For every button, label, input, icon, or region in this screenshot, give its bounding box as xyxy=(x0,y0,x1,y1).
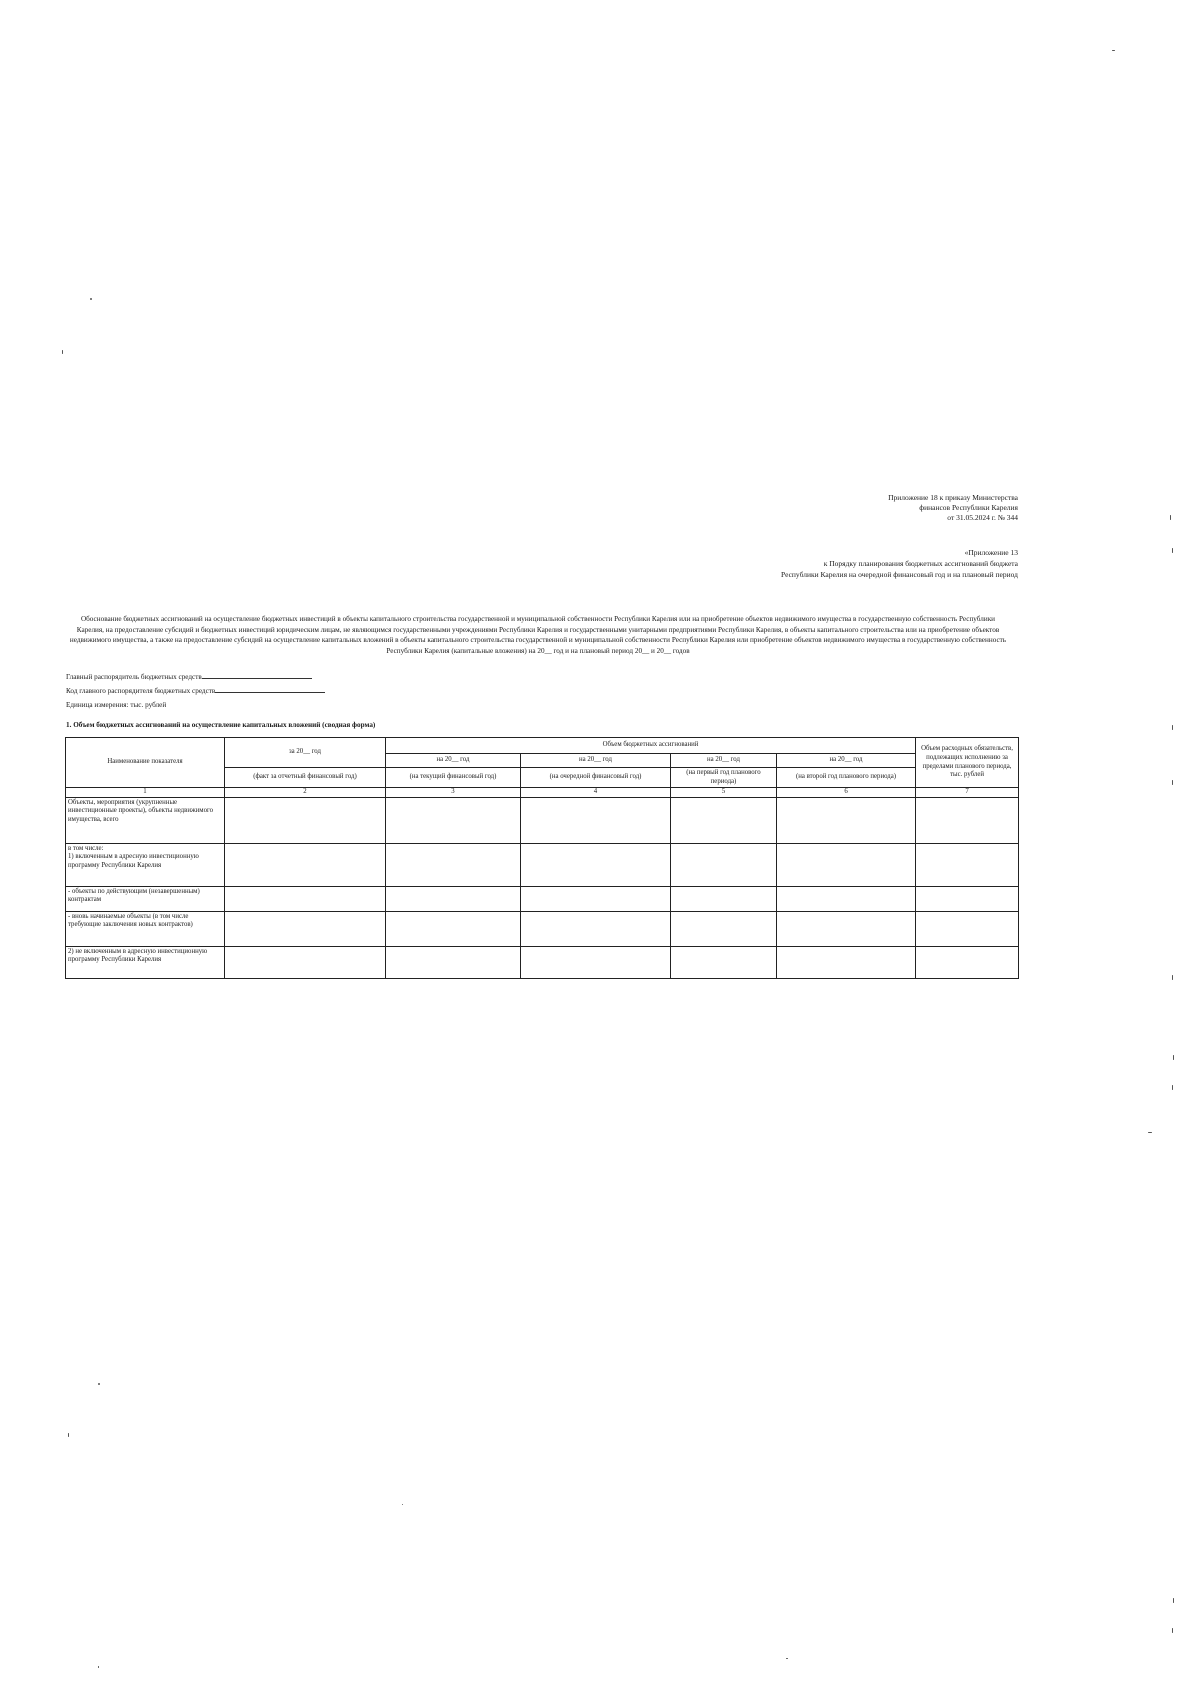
table-row xyxy=(66,797,1019,843)
table-cell xyxy=(386,911,521,946)
appendix-line: Приложение 18 к приказу Министерства xyxy=(888,493,1018,502)
scan-speck xyxy=(1173,1598,1174,1603)
column-number: 6 xyxy=(777,788,916,798)
order-line: Республики Карелия на очередной финансовый год и на плановый период xyxy=(781,570,1018,579)
table-cell xyxy=(386,886,521,911)
scan-speck xyxy=(1172,1085,1173,1090)
scan-speck xyxy=(90,298,92,300)
header-subnote: (на очередной финансовый год) xyxy=(521,768,671,788)
header-allocations: Объем бюджетных ассигнований xyxy=(386,738,916,754)
scan-speck xyxy=(1148,1132,1152,1133)
table-cell xyxy=(521,946,671,978)
table-cell xyxy=(916,797,1019,843)
unit-field xyxy=(66,698,325,712)
header-subyear: на 20__ год xyxy=(386,754,521,768)
table-cell xyxy=(916,886,1019,911)
table-row xyxy=(66,843,1019,886)
table-cell xyxy=(386,797,521,843)
scan-speck xyxy=(786,1658,788,1659)
row-label: Объекты, мероприятия (укрупненные инвестиционные проекты), объекты недвижимого имущества, всего xyxy=(66,797,225,843)
table-cell xyxy=(671,911,777,946)
header-year-note: (факт за отчетный финансовый год) xyxy=(225,768,386,788)
scan-speck xyxy=(98,1383,100,1385)
table-cell xyxy=(521,797,671,843)
document-title: Обоснование бюджетных ассигнований на осуществление бюджетных инвестиций в объекты капитального строительства государственной и муниципальной собственности Республики Карелия или на приобретение объектов недвижимого имущества в государственную собственность Республики Карелия, на предоставление субсидий и бюджетных инвестиций юридическим лицам, не являющимся государственными учреждениями Республики Карелия и государственными унитарными предприятиями Республики Карелия, в объекты капитального строительства или на приобретение объектов недвижимого имущества, а также на предоставление субсидий на осуществление капитальных вложений в объекты капитального строительства государственной и муниципальной собственности Республики Карелия или приобретение объектов недвижимого имущества в государственную собственность Республики Карелия (капитальные вложения) на 20__ год и на плановый период 20__ и 20__ годов xyxy=(69,615,1007,655)
appendix-line: финансов Республики Карелия xyxy=(919,503,1018,512)
unit-label: Единица измерения: тыс. рублей xyxy=(66,701,167,709)
table-cell xyxy=(916,843,1019,886)
header-subyear: на 20__ год xyxy=(777,754,916,768)
table-cell xyxy=(777,843,916,886)
column-number: 4 xyxy=(521,788,671,798)
column-number: 2 xyxy=(225,788,386,798)
header-subyear: на 20__ год xyxy=(671,754,777,768)
scan-speck xyxy=(62,350,63,354)
order-line: «Приложение 13 xyxy=(964,548,1018,557)
scan-speck xyxy=(1172,548,1173,553)
scan-speck xyxy=(1173,1055,1174,1060)
appendix-reference xyxy=(798,493,1018,523)
table-cell xyxy=(916,946,1019,978)
table-cell xyxy=(777,911,916,946)
header-year: за 20__ год xyxy=(225,738,386,768)
table-cell xyxy=(521,911,671,946)
section-title: 1. Объем бюджетных ассигнований на осуществление капитальных вложений (сводная форма) xyxy=(66,721,376,729)
code-label: Код главного распорядителя бюджетных средств xyxy=(66,687,216,695)
form-fields xyxy=(66,670,325,712)
manager-label: Главный распорядитель бюджетных средств xyxy=(66,673,202,681)
row-label: 2) не включенным в адресную инвестиционную программу Республики Карелия xyxy=(66,946,225,978)
table-cell xyxy=(777,886,916,911)
table-cell xyxy=(777,797,916,843)
header-subyear: на 20__ год xyxy=(521,754,671,768)
manager-field xyxy=(66,670,325,684)
scan-speck xyxy=(68,1433,69,1437)
table-cell xyxy=(671,886,777,911)
table-cell xyxy=(225,886,386,911)
table-cell xyxy=(777,946,916,978)
table-cell xyxy=(225,946,386,978)
order-appendix-reference xyxy=(698,547,1018,580)
header-subnote: (на первый год планового периода) xyxy=(671,768,777,788)
header-indicator: Наименование показателя xyxy=(66,738,225,788)
code-field xyxy=(66,684,325,698)
scan-speck xyxy=(402,1504,403,1505)
column-number: 3 xyxy=(386,788,521,798)
code-input-line[interactable] xyxy=(215,685,325,693)
table-cell xyxy=(225,797,386,843)
appendix-line: от 31.05.2024 г. № 344 xyxy=(947,513,1018,522)
order-line: к Порядку планирования бюджетных ассигнований бюджета xyxy=(823,559,1018,568)
header-subnote: (на второй год планового периода) xyxy=(777,768,916,788)
scan-speck xyxy=(1172,1628,1173,1633)
table-cell xyxy=(671,797,777,843)
table-cell xyxy=(386,843,521,886)
scan-speck xyxy=(98,1666,99,1668)
header-subnote: (на текущий финансовый год) xyxy=(386,768,521,788)
table-cell xyxy=(521,843,671,886)
scan-speck xyxy=(1172,780,1173,785)
row-label: - вновь начинаемые объекты (в том числе требующие заключения новых контрактов) xyxy=(66,911,225,946)
table-cell xyxy=(225,843,386,886)
column-number: 1 xyxy=(66,788,225,798)
capital-investments-table xyxy=(65,737,1019,979)
manager-input-line[interactable] xyxy=(202,671,312,679)
table-row xyxy=(66,946,1019,978)
table-row xyxy=(66,911,1019,946)
header-obligations: Объем расходных обязательств, подлежащих исполнению за пределами планового периода, тыс. рублей xyxy=(916,738,1019,788)
scan-speck xyxy=(1170,515,1171,520)
column-number: 5 xyxy=(671,788,777,798)
row-label: в том числе: 1) включенным в адресную инвестиционную программу Республики Карелия xyxy=(66,843,225,886)
scan-speck xyxy=(1112,50,1115,51)
table-cell xyxy=(225,911,386,946)
row-label: - объекты по действующим (незавершенным) контрактам xyxy=(66,886,225,911)
table-cell xyxy=(521,886,671,911)
table-cell xyxy=(916,911,1019,946)
table-cell xyxy=(671,946,777,978)
table-cell xyxy=(671,843,777,886)
table-cell xyxy=(386,946,521,978)
column-number-row xyxy=(66,788,1019,798)
table-row xyxy=(66,886,1019,911)
scan-speck xyxy=(1172,725,1173,730)
header-row xyxy=(66,738,1019,754)
column-number: 7 xyxy=(916,788,1019,798)
scan-speck xyxy=(1172,975,1173,980)
